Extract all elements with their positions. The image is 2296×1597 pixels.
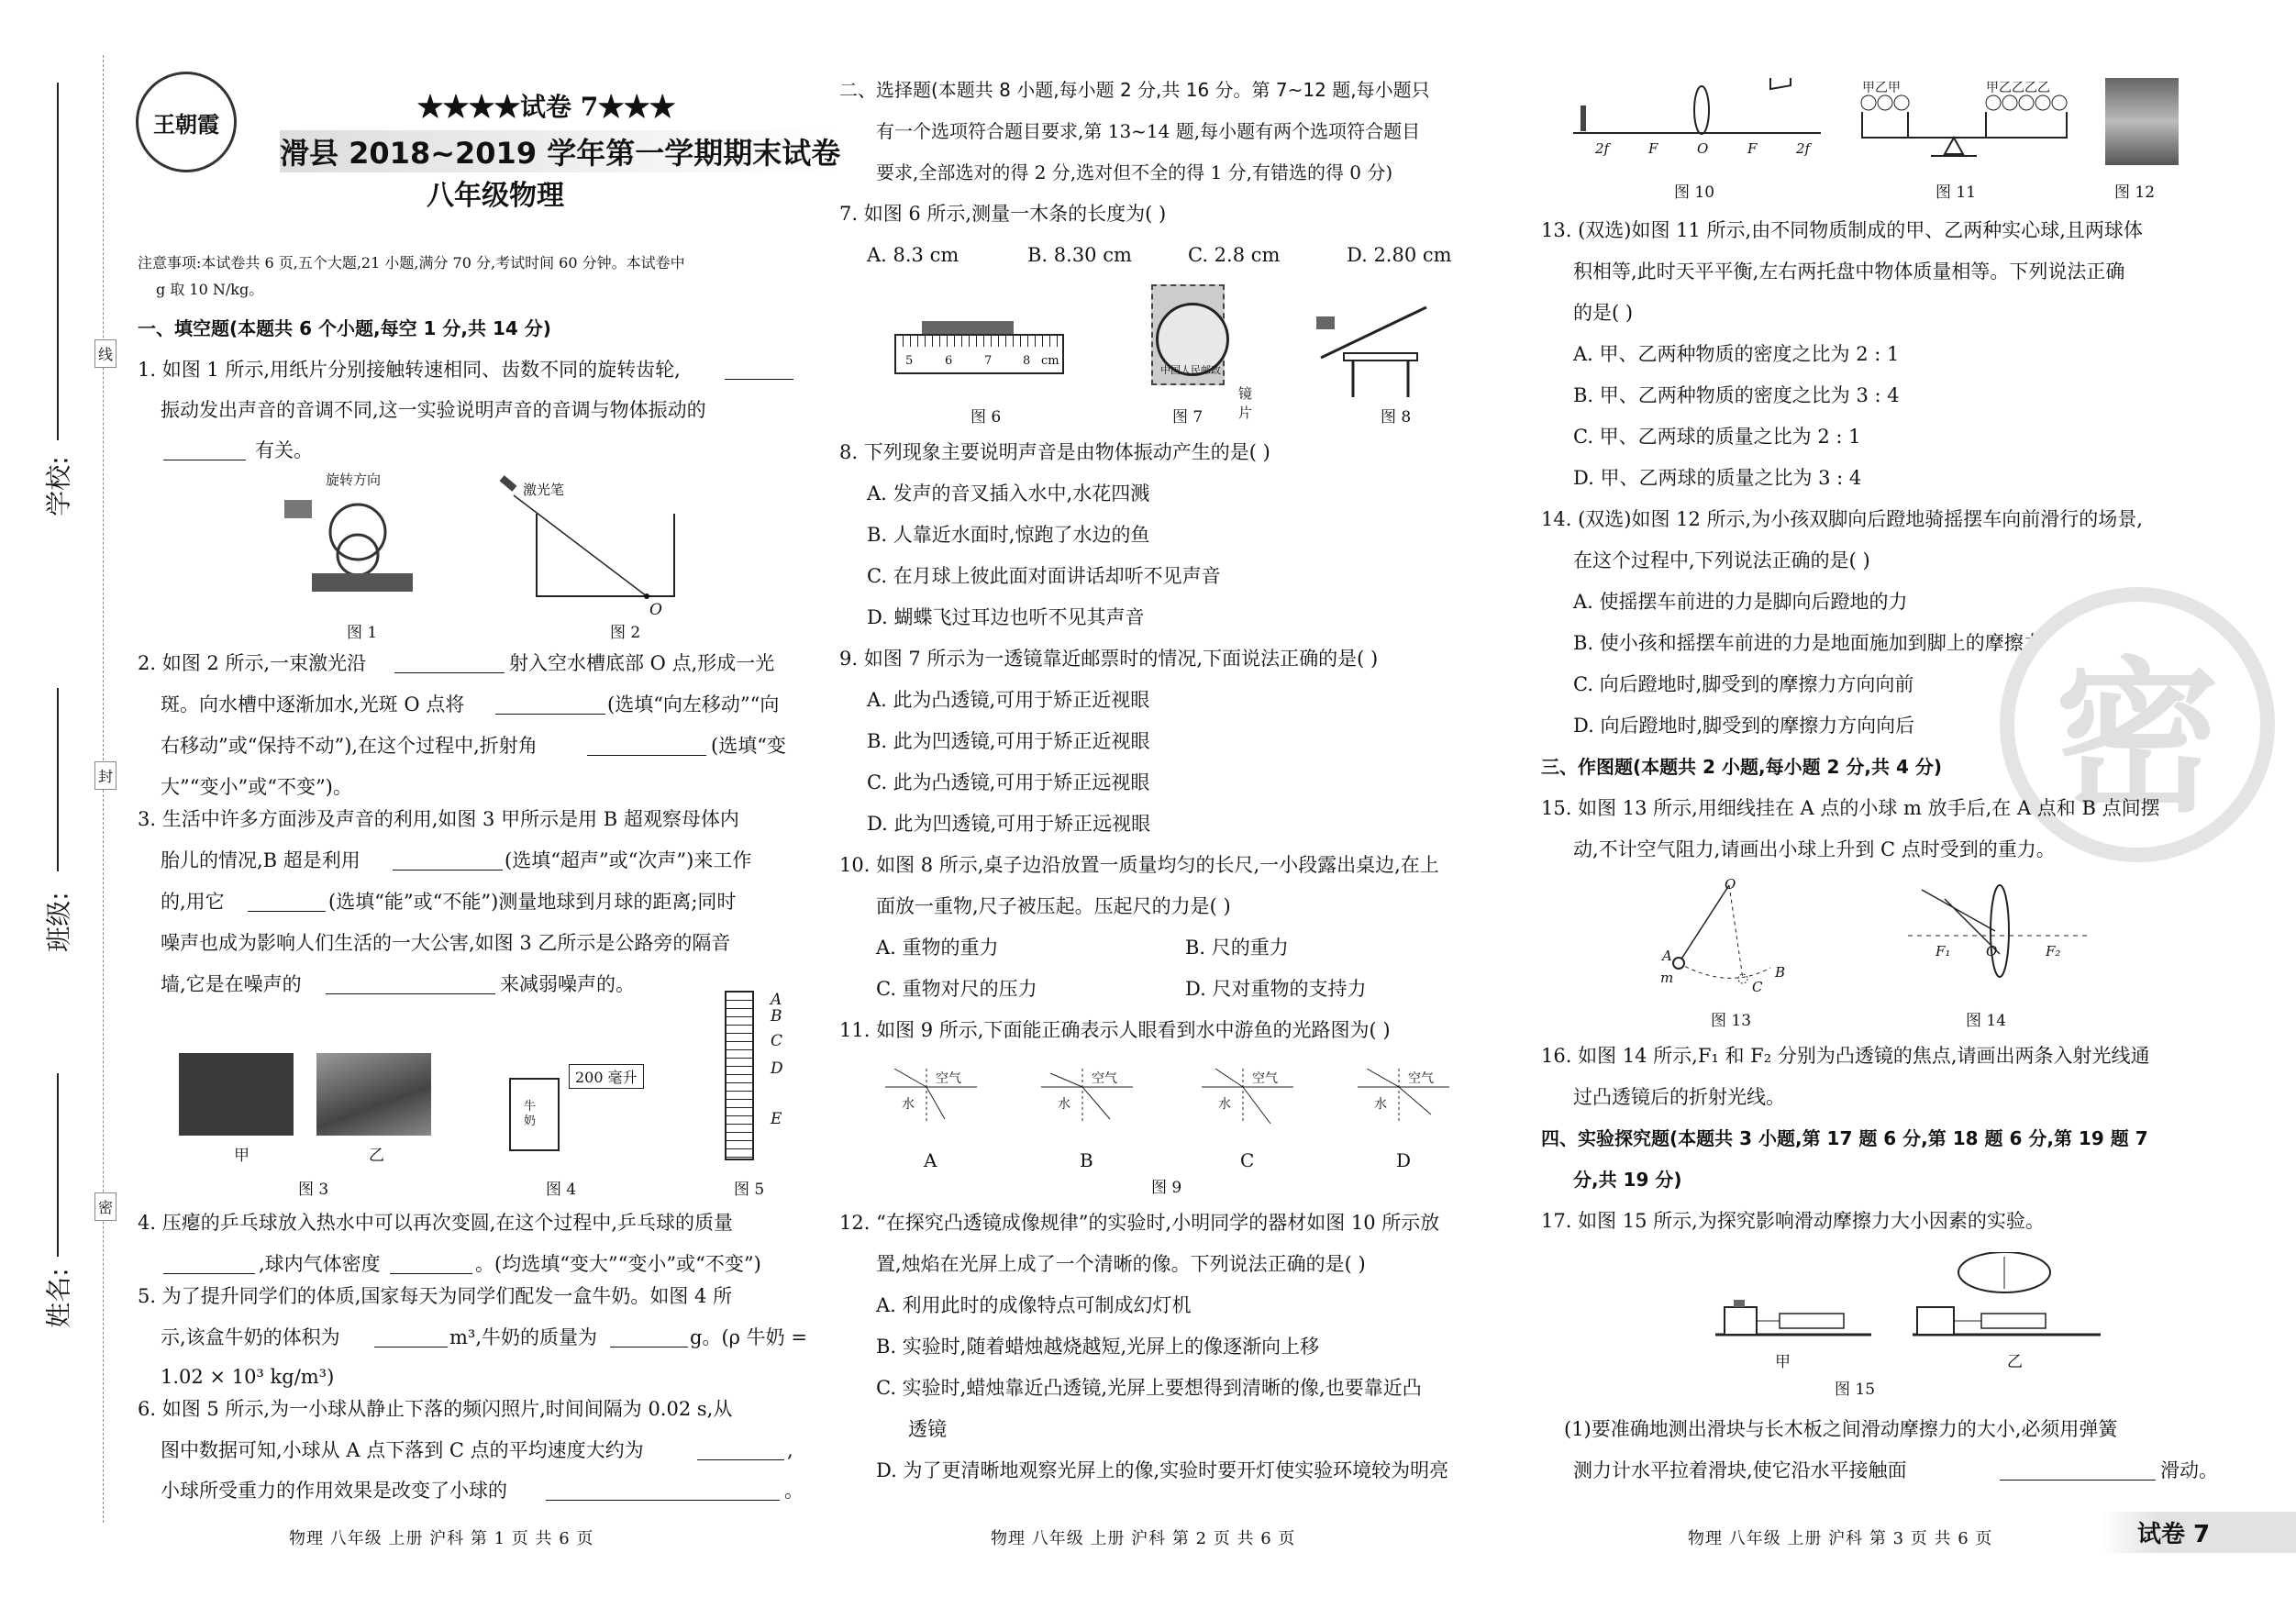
q2-line2b: (选填“向左移动”“向 <box>607 693 780 715</box>
fig2 <box>495 472 697 619</box>
seal-watermark <box>2000 587 2275 862</box>
q9-opt-a[interactable]: A. 此为凸透镜,可用于矫正近视眼 <box>867 689 1150 711</box>
q2-line1a: 2. 如图 2 所示,一束激光沿 <box>138 652 367 674</box>
q4-blank2[interactable] <box>390 1254 472 1274</box>
q3-line5b: 来减弱噪声的。 <box>500 973 635 995</box>
fig13-m: m <box>1660 970 1674 986</box>
q5-blank2[interactable] <box>610 1327 688 1347</box>
fig9-d <box>1358 1069 1449 1171</box>
q4-blank1[interactable] <box>163 1254 255 1274</box>
q13-opt-b[interactable]: B. 甲、乙两种物质的密度之比为 3 : 4 <box>1573 384 1900 406</box>
fig3-a: 甲 <box>234 1147 250 1165</box>
q6-line2b: , <box>787 1439 793 1461</box>
fig5-D: D <box>771 1059 783 1078</box>
q12-opt-c2: 透镜 <box>908 1418 947 1440</box>
fig3-b: 乙 <box>369 1147 384 1165</box>
q5-line1: 5. 为了提升同学们的体质,国家每天为同学们配发一盒牛奶。如图 4 所 <box>138 1285 733 1307</box>
q14-opt-b[interactable]: B. 使小孩和摇摆车前进的力是地面施加到脚上的摩擦力 <box>1573 632 2043 654</box>
fig15-b: 乙 <box>2007 1353 2023 1371</box>
fig1-caption: 图 1 <box>347 624 378 642</box>
q12-opt-a[interactable]: A. 利用此时的成像特点可制成幻灯机 <box>876 1294 1192 1316</box>
fig6-caption: 图 6 <box>971 408 1002 427</box>
fig10-o: O <box>1697 140 1709 157</box>
fig14-F2: F₂ <box>2046 943 2061 959</box>
q3-blank2[interactable] <box>248 892 326 912</box>
fig11-balance <box>1858 92 2069 174</box>
exam-title: 滑县 2018~2019 学年第一学期期末试卷 <box>280 130 840 172</box>
fig7-stamp-text: 中国人民邮政 <box>1160 364 1221 376</box>
q5-line3: 1.02 × 10³ kg/m³) <box>161 1366 335 1388</box>
q4-line2a: ,球内气体密度 <box>259 1253 381 1275</box>
fig10-2f-left: 2f <box>1595 140 1610 157</box>
fig6-ruler <box>894 334 1064 374</box>
fig13-C: C <box>1752 979 1763 995</box>
q1-line2: 振动发出声音的音调不同,这一实验说明声音的音调与物体振动的 <box>161 399 706 421</box>
q2-line1b: 射入空水槽底部 O 点,形成一光 <box>509 652 775 674</box>
fig9-d-water: 水 <box>1374 1097 1387 1112</box>
fig7-lens-label: 镜片 <box>1238 385 1253 421</box>
class-line <box>57 688 59 871</box>
q8-stem: 8. 下列现象主要说明声音是由物体振动产生的是( ) <box>839 441 1270 463</box>
logo-text: 王朝霞 <box>153 110 219 138</box>
q9-stem: 9. 如图 7 所示为一透镜靠近邮票时的情况,下面说法正确的是( ) <box>839 648 1379 670</box>
q13-opt-d[interactable]: D. 甲、乙两球的质量之比为 3 : 4 <box>1573 467 1862 489</box>
fig13-O: O <box>1725 876 1736 893</box>
fig6-tick-7: 7 <box>984 354 993 368</box>
seal-xian: 线 <box>94 339 116 368</box>
section2-line3: 要求,全部选对的得 2 分,选对但不全的得 1 分,有错选的得 0 分) <box>876 161 1393 183</box>
fig9-a-water: 水 <box>902 1097 915 1112</box>
q5-line2a: 示,该盒牛奶的体积为 <box>161 1326 340 1348</box>
q7-opt-a[interactable]: A. 8.3 cm <box>867 244 959 266</box>
q2-line2a: 斑。向水槽中逐渐加水,光斑 O 点将 <box>161 693 465 715</box>
fig4 <box>509 1064 647 1156</box>
fig1 <box>275 468 422 605</box>
q5-line2b: m³,牛奶的质量为 <box>449 1326 598 1348</box>
q1-line3: 有关。 <box>255 439 313 461</box>
fig10-caption: 图 10 <box>1674 183 1715 202</box>
q10-opt-a[interactable]: A. 重物的重力 <box>876 937 999 959</box>
q3-line4: 噪声也成为影响人们生活的一大公害,如图 3 乙所示是公路旁的隔音 <box>161 932 731 954</box>
q2-blank3[interactable] <box>587 736 706 756</box>
q1-blank1[interactable] <box>725 360 793 380</box>
fig11-left: 甲乙甲 <box>1862 81 1901 95</box>
q3-blank3[interactable] <box>326 974 495 994</box>
class-label: 班级: <box>43 892 74 952</box>
q7-opt-b[interactable]: B. 8.30 cm <box>1027 244 1132 266</box>
fig14-caption: 图 14 <box>1966 1012 2007 1030</box>
name-label: 姓名: <box>43 1268 74 1328</box>
q17-blank1[interactable] <box>2000 1460 2156 1481</box>
q3-line3a: 的,用它 <box>161 891 225 913</box>
q14-opt-d[interactable]: D. 向后蹬地时,脚受到的摩擦力方向向后 <box>1573 715 1915 737</box>
fig5-C: C <box>771 1032 783 1050</box>
fig9-caption: 图 9 <box>1151 1179 1182 1197</box>
fig6-tick-cm: cm <box>1041 354 1059 368</box>
header-logo <box>136 72 237 172</box>
section3-title: 三、作图题(本题共 2 小题,每小题 2 分,共 4 分) <box>1541 756 1943 778</box>
q4-line2b: 。(均选填“变大”“变小”或“不变”) <box>475 1253 761 1275</box>
q3-line1: 3. 生活中许多方面涉及声音的利用,如图 3 甲所示是用 B 超观察母体内 <box>138 808 739 830</box>
q10-opt-c[interactable]: C. 重物对尺的压力 <box>876 978 1037 1000</box>
fig9-b-air: 空气 <box>1092 1071 1117 1086</box>
q7-stem: 7. 如图 6 所示,测量一木条的长度为( ) <box>839 203 1167 225</box>
q7-opt-d[interactable]: D. 2.80 cm <box>1347 244 1452 266</box>
q17-line1: 17. 如图 15 所示,为探究影响滑动摩擦力大小因素的实验。 <box>1541 1210 2045 1232</box>
fig12-photo <box>2105 78 2179 165</box>
q10-stem-2: 面放一重物,尺子被压起。压起尺的力是( ) <box>876 895 1231 917</box>
q12-opt-d[interactable]: D. 为了更清晰地观察光屏上的像,实验时要开灯使实验环境较为明亮 <box>876 1459 1449 1481</box>
q13-opt-c[interactable]: C. 甲、乙两球的质量之比为 2 : 1 <box>1573 426 1861 448</box>
fig10 <box>1573 78 1821 170</box>
fig13-A: A <box>1662 948 1672 964</box>
q14-opt-a[interactable]: A. 使摇摆车前进的力是脚向后蹬地的力 <box>1573 591 1908 613</box>
fig4-carton-text: 牛奶 <box>524 1100 537 1128</box>
notice-2: g 取 10 N/kg。 <box>156 281 264 298</box>
fig13-caption: 图 13 <box>1711 1012 1752 1030</box>
q8-opt-d[interactable]: D. 蝴蝶飞过耳边也听不见其声音 <box>867 606 1145 628</box>
fig9-a-air: 空气 <box>936 1071 961 1086</box>
name-line <box>57 1073 59 1257</box>
q9-opt-c[interactable]: C. 此为凸透镜,可用于矫正远视眼 <box>867 771 1150 793</box>
seal-feng: 封 <box>94 761 116 790</box>
fig10-2f-right: 2f <box>1796 140 1811 157</box>
q1-blank2[interactable] <box>163 440 246 460</box>
fig9-c-air: 空气 <box>1252 1071 1278 1086</box>
fig5-E: E <box>771 1110 782 1128</box>
q15-line2: 动,不计空气阻力,请画出小球上升到 C 点时受到的重力。 <box>1573 838 2056 860</box>
section1-title: 一、填空题(本题共 6 个小题,每空 1 分,共 14 分) <box>138 317 551 339</box>
fig2-label: 激光笔 <box>523 482 565 498</box>
q17-line2: (1)要准确地测出滑块与长木板之间滑动摩擦力的大小,必须用弹簧 <box>1564 1418 2118 1440</box>
stars-label: ★★★★试卷 7★★★ <box>417 92 676 122</box>
fig4-caption: 图 4 <box>546 1181 577 1199</box>
school-label: 学校: <box>43 456 74 516</box>
fig5-A: A <box>771 991 782 1009</box>
section2-line1: 二、选择题(本题共 8 小题,每小题 2 分,共 16 分。第 7~12 题,每小题只 <box>839 79 1430 101</box>
q12-stem-2: 置,烛焰在光屏上成了一个清晰的像。下列说法正确的是( ) <box>876 1253 1366 1275</box>
fig5-ruler <box>725 991 754 1160</box>
fig14 <box>1908 881 2091 991</box>
footer-page2: 物理 八年级 上册 沪科 第 2 页 共 6 页 <box>991 1529 1296 1548</box>
fig3-photo-a <box>179 1053 294 1136</box>
fig15 <box>1715 1252 2110 1371</box>
q12-opt-c[interactable]: C. 实验时,蜡烛靠近凸透镜,光屏上要想得到清晰的像,也要靠近凸 <box>876 1377 1422 1399</box>
q8-opt-a[interactable]: A. 发声的音叉插入水中,水花四溅 <box>867 482 1150 505</box>
q15-line1: 15. 如图 13 所示,用细线挂在 A 点的小球 m 放手后,在 A 点和 B 点间摆 <box>1541 797 2160 819</box>
fig8-caption: 图 8 <box>1381 408 1412 427</box>
fig9-a-label: A <box>924 1149 937 1171</box>
q12-opt-b[interactable]: B. 实验时,随着蜡烛越烧越短,光屏上的像逐渐向上移 <box>876 1336 1320 1358</box>
section2-line2: 有一个选项符合题目要求,第 13~14 题,每小题有两个选项符合题目 <box>876 120 1421 142</box>
q6-line3b: 。 <box>784 1480 804 1502</box>
fig9-d-air: 空气 <box>1408 1071 1434 1086</box>
q12-stem-1: 12. “在探究凸透镜成像规律”的实验时,小明同学的器材如图 10 所示放 <box>839 1212 1440 1234</box>
fig14-O: O <box>1986 943 1998 959</box>
fig8-table <box>1316 298 1436 399</box>
q13-stem-2: 积相等,此时天平平衡,左右两托盘中物体质量相等。下列说法正确 <box>1573 261 2125 283</box>
q9-opt-d[interactable]: D. 此为凹透镜,可用于矫正远视眼 <box>867 813 1151 835</box>
fig2-point: O <box>649 601 662 619</box>
q14-stem-2: 在这个过程中,下列说法正确的是( ) <box>1573 549 1870 571</box>
fig9-a <box>885 1069 977 1171</box>
fig1-gears <box>275 491 422 601</box>
fig9-c-label: C <box>1240 1149 1255 1171</box>
q6-line3a: 小球所受重力的作用效果是改变了小球的 <box>161 1480 507 1502</box>
fig9-c-water: 水 <box>1218 1097 1231 1112</box>
q6-blank2[interactable] <box>546 1481 780 1501</box>
q3-blank1[interactable] <box>393 850 503 871</box>
fig9-b <box>1041 1069 1133 1171</box>
fig5-B: B <box>771 1007 782 1026</box>
q2-line4: 大”“变小”或“不变”)。 <box>161 776 352 798</box>
fig15-caption: 图 15 <box>1835 1381 1876 1399</box>
q14-stem-1: 14. (双选)如图 12 所示,为小孩双脚向后蹬地骑摇摆车向前滑行的场景, <box>1541 508 2143 530</box>
notice-1: 注意事项:本试卷共 6 页,五个大题,21 小题,满分 70 分,考试时间 60 分钟。本试卷中 <box>138 254 685 272</box>
fig11-caption: 图 11 <box>1936 183 1977 202</box>
fig9-d-label: D <box>1396 1149 1412 1171</box>
q14-opt-c[interactable]: C. 向后蹬地时,脚受到的摩擦力方向向前 <box>1573 673 1914 695</box>
q6-line2a: 图中数据可知,小球从 A 点下落到 C 点的平均速度大约为 <box>161 1439 644 1461</box>
fig13 <box>1651 876 1807 995</box>
fig15-apparatus <box>1715 1252 2110 1344</box>
fig6 <box>894 321 1064 376</box>
q2-blank1[interactable] <box>394 653 505 673</box>
fig3-photo-b <box>316 1053 431 1136</box>
q2-blank2[interactable] <box>495 694 605 715</box>
q3-line2a: 胎儿的情况,B 超是利用 <box>161 849 360 871</box>
q2-line3b: (选填“变 <box>711 735 786 757</box>
fig1-label: 旋转方向 <box>326 471 382 488</box>
q10-opt-d[interactable]: D. 尺对重物的支持力 <box>1185 978 1367 1000</box>
subject-title: 八年级物理 <box>427 180 564 212</box>
q13-opt-a[interactable]: A. 甲、乙两种物质的密度之比为 2 : 1 <box>1573 343 1900 365</box>
fig2-tank <box>495 472 697 610</box>
q1-line1: 1. 如图 1 所示,用纸片分别接触转速相同、齿数不同的旋转齿轮, <box>138 359 681 381</box>
paper-tag-text: 试卷 7 <box>2137 1521 2211 1548</box>
q4-line1: 4. 压瘪的乒乓球放入热水中可以再次变圆,在这个过程中,乒乓球的质量 <box>138 1212 734 1234</box>
q7-opt-c[interactable]: C. 2.8 cm <box>1188 244 1281 266</box>
q10-stem-1: 10. 如图 8 所示,桌子边沿放置一质量均匀的长尺,一小段露出桌边,在上 <box>839 854 1439 876</box>
footer-page3: 物理 八年级 上册 沪科 第 3 页 共 6 页 <box>1688 1529 1993 1548</box>
fig9-b-water: 水 <box>1058 1097 1070 1112</box>
fig2-caption: 图 2 <box>610 624 641 642</box>
fig10-bench <box>1573 78 1821 142</box>
fig11 <box>1858 78 2069 170</box>
q6-blank1[interactable] <box>697 1440 784 1460</box>
section4-line1: 四、实验探究题(本题共 3 小题,第 17 题 6 分,第 18 题 6 分,第 19 题 7 <box>1541 1127 2148 1149</box>
fig7-caption: 图 7 <box>1172 408 1203 427</box>
paper-tag <box>2101 1512 2296 1553</box>
q17-line3a: 测力计水平拉着滑块,使它沿水平接触面 <box>1573 1459 1907 1481</box>
q16-line1: 16. 如图 14 所示,F₁ 和 F₂ 分别为凸透镜的焦点,请画出两条入射光线通 <box>1541 1045 2150 1067</box>
fig11-right: 甲乙乙乙乙 <box>1986 81 2050 95</box>
footer-page1: 物理 八年级 上册 沪科 第 1 页 共 6 页 <box>289 1529 594 1548</box>
q16-line2: 过凸透镜后的折射光线。 <box>1573 1086 1785 1108</box>
fig6-bar <box>922 321 1014 334</box>
q8-opt-c[interactable]: C. 在月球上彼此面对面讲话却听不见声音 <box>867 565 1221 587</box>
q9-opt-b[interactable]: B. 此为凹透镜,可用于矫正近视眼 <box>867 730 1150 752</box>
fig10-f-left: F <box>1648 140 1658 157</box>
q5-blank1[interactable] <box>374 1327 448 1347</box>
fig6-tick-5: 5 <box>905 354 914 368</box>
q3-line5a: 墙,它是在噪声的 <box>161 973 302 995</box>
seal-mi: 密 <box>94 1192 116 1221</box>
q17-line3b: 滑动。 <box>2160 1459 2218 1481</box>
fig10-f-right: F <box>1747 140 1758 157</box>
fig15-a: 甲 <box>1775 1353 1791 1371</box>
fig6-tick-8: 8 <box>1023 354 1031 368</box>
fig13-B: B <box>1775 964 1786 981</box>
section4-line2: 分,共 19 分) <box>1573 1169 1682 1191</box>
q11-stem: 11. 如图 9 所示,下面能正确表示人眼看到水中游鱼的光路图为( ) <box>839 1019 1391 1041</box>
fig5-caption: 图 5 <box>734 1181 765 1199</box>
fig14-lens <box>1908 881 2091 981</box>
q8-opt-b[interactable]: B. 人靠近水面时,惊跑了水边的鱼 <box>867 524 1150 546</box>
fig14-F1: F₁ <box>1936 943 1951 959</box>
fig9-c <box>1202 1069 1293 1171</box>
fig4-carton <box>509 1078 560 1151</box>
q3-line3b: (选填“能”或“不能”)测量地球到月球的距离;同时 <box>328 891 737 913</box>
q3-line2b: (选填“超声”或“次声”)来工作 <box>505 849 752 871</box>
q10-opt-b[interactable]: B. 尺的重力 <box>1185 937 1289 959</box>
q2-line3a: 右移动”或“保持不动”),在这个过程中,折射角 <box>161 735 538 757</box>
binding-margin <box>0 0 119 1597</box>
fig4-label: 200 毫升 <box>569 1064 644 1089</box>
fig12-caption: 图 12 <box>2114 183 2156 202</box>
q6-line1: 6. 如图 5 所示,为一小球从静止下落的频闪照片,时间间隔为 0.02 s,从 <box>138 1398 733 1420</box>
fig3-caption: 图 3 <box>298 1181 329 1199</box>
fig9-b-label: B <box>1080 1149 1093 1171</box>
q13-stem-3: 的是( ) <box>1573 302 1634 324</box>
seal-watermark-char: 密 <box>2054 643 2220 835</box>
q5-line2c: g。(ρ 牛奶 = <box>690 1326 807 1348</box>
fig6-tick-6: 6 <box>945 354 953 368</box>
q13-stem-1: 13. (双选)如图 11 所示,由不同物质制成的甲、乙两种实心球,且两球体 <box>1541 219 2143 241</box>
school-line <box>57 83 59 440</box>
